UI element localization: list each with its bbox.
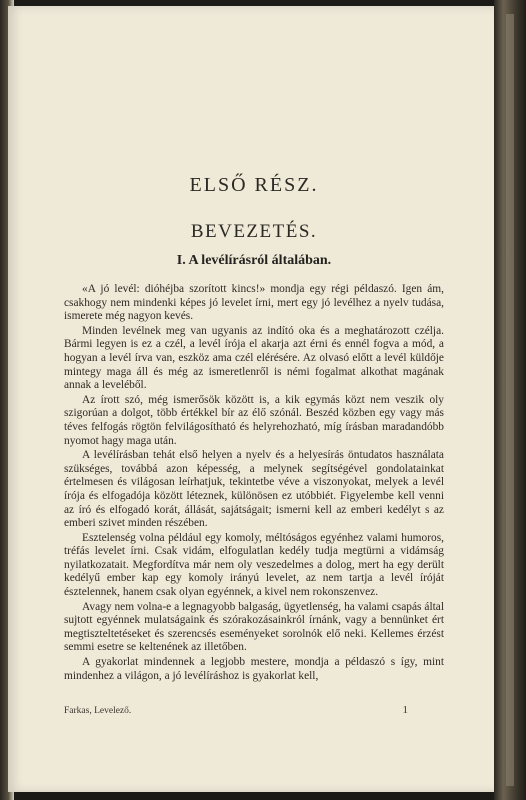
paragraph: Avagy nem volna-e a legnagyobb balgaság, ügyetlenség, ha valami csapás által sujtott egyénnek mulatságaink és szórakozásainkról írnánk, vagy a bennünket ért megtiszteltetéseket és szerencsés eseményeket sorolnók elő neki. Kellemes érzést semmi esetre se keltenének az illetőben. — [64, 600, 444, 654]
chapter-title: I. A levélírásról általában. — [176, 253, 332, 268]
paragraph: «A jó levél: dióhéjba szorított kincs!» mondja egy régi példaszó. Igen ám, csakhogy nem mindenki képes jó levelet írni, mert egy jó levélhez a nyelv tudása, ismerete még nagyon kevés. — [64, 283, 444, 323]
paragraph: Minden levélnek meg van ugyanis az indító oka és a meghatározott czélja. Bármi legyen is ez a czél, a levél írója el akarja azt érni és ennél fogva a mód, a hogyan a levél írva van, eszköz ama czél elérésére. Az olvasó előtt a levél küldője mintegy maga áll és még az ismeretlenről is némi fogalmat alkothat magának annak a leveléből. — [64, 324, 444, 392]
paragraph: A levélírásban tehát első helyen a nyelv és a helyesírás öntudatos használata szükséges, továbbá azon képesség, a melynek segítségével gondolatainkat értelmesen és világosan leírhatjuk, tekintetbe véve a viszonyokat, melyek a levél írója és elfogadója között léteznek, különösen ez utóbbiét. Figyelembe kell venni az író és elfogadó korát, állását, sajátságait; ismerni kell az emberi kedélyt s az emberi szivet minden részében. — [64, 449, 444, 530]
paragraph: A gyakorlat mindennek a legjobb mestere, mondja a példaszó s így, mint mindenhez a világon, a jó levélíráshoz is gyakorlat kell, — [64, 656, 444, 682]
paragraph: Esztelenség volna például egy komoly, méltóságos egyénhez valami humoros, tréfás levelet írni. Csak vidám, elfogulatlan kedély tudja megtürni a vidámság nyilatkozatait. Megfordítva már nem oly veszedelmes a dolog, mert ha egy derült kedélyű ember kap egy komoly irányú levelet, az nem tartja a levél íróját észtelennek, hanem csak olyan egyénnek, a kivel nem rokonszenvez. — [64, 531, 444, 599]
footer-signature: Farkas, Levelező. — [64, 706, 132, 716]
book-cover-edge — [494, 0, 526, 800]
cover-strip — [506, 14, 514, 786]
introduction-title: BEVEZETÉS. — [190, 221, 318, 242]
page-number: 1 — [402, 704, 408, 716]
part-title: ELSŐ RÉSZ. — [189, 174, 319, 196]
paragraph: Az írott szó, még ismerősök között is, a kik egymás közt nem veszik oly szigorúan a dolgot, több értékkel bír az élő szónál. Beszéd közben egy vagy más téves felfogás rögtön felvilágosítható és helyrehozható, míg írásban maradandóbb nyomot hagy maga után. — [64, 393, 444, 447]
body-text — [64, 283, 444, 684]
